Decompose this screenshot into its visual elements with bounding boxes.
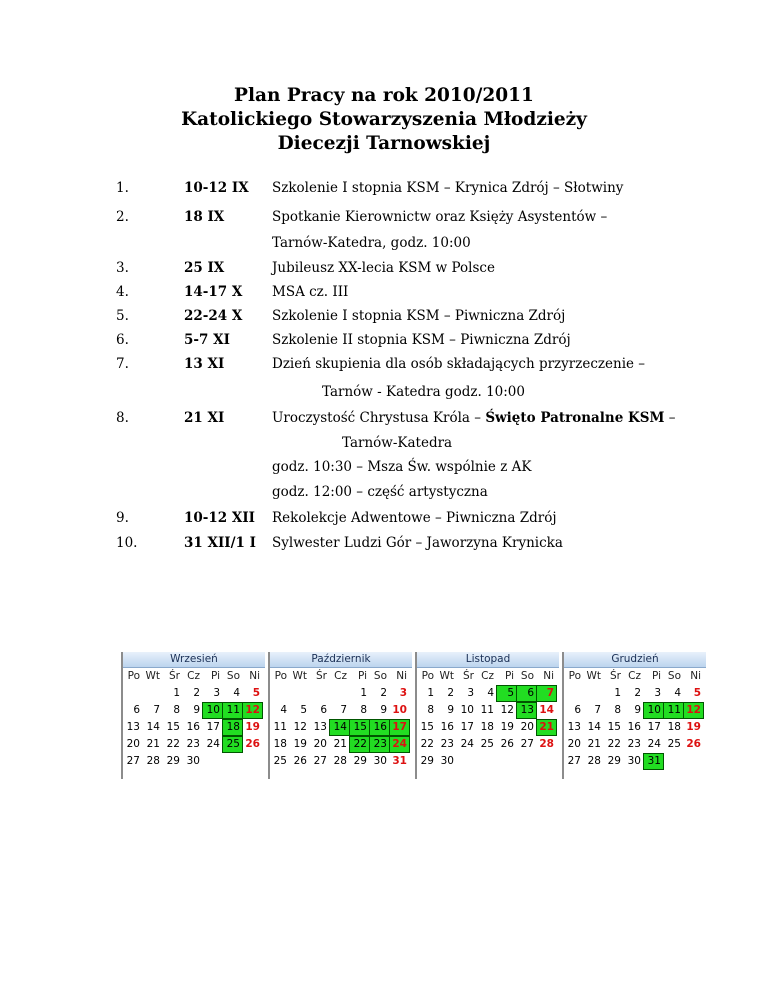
item-number: 2. — [116, 209, 129, 225]
calendar-day[interactable]: 28 — [333, 755, 347, 767]
calendar-empty-cell — [243, 754, 262, 769]
weekday-label: So — [667, 670, 681, 682]
calendar-day[interactable]: 11 — [223, 703, 242, 718]
calendar-day[interactable]: 28 — [146, 755, 160, 767]
calendar-day[interactable]: 10 — [644, 703, 663, 718]
calendar-week — [564, 703, 706, 720]
calendar-day[interactable]: 4 — [674, 687, 681, 699]
calendar-day[interactable]: 18 — [667, 721, 681, 733]
item-number: 10. — [116, 535, 138, 551]
calendar-december — [562, 652, 706, 779]
weekday-label: Po — [127, 670, 140, 682]
calendar-day[interactable]: 13 — [313, 721, 327, 733]
schedule-item-2 — [0, 209, 768, 229]
weekday-label: Pi — [651, 670, 661, 682]
schedule-item-4 — [0, 284, 768, 304]
schedule-item-8 — [0, 410, 768, 430]
calendar-day[interactable]: 27 — [520, 738, 534, 750]
weekday-label: Śr — [316, 670, 327, 682]
calendar-september — [121, 652, 265, 779]
calendar-day[interactable]: 12 — [243, 703, 262, 718]
calendar-day[interactable]: 6 — [574, 704, 581, 716]
calendar-day[interactable]: 16 — [370, 720, 389, 735]
calendar-grid — [123, 669, 265, 771]
calendar-day[interactable]: 5 — [252, 687, 260, 699]
calendar-day[interactable]: 16 — [627, 721, 641, 733]
calendar-day[interactable]: 6 — [133, 704, 140, 716]
calendar-day[interactable]: 28 — [539, 738, 554, 750]
calendar-week — [270, 720, 412, 737]
weekday-label: So — [520, 670, 534, 682]
calendar-week — [123, 754, 265, 771]
calendar-day[interactable]: 10 — [392, 704, 407, 716]
weekday-header — [123, 669, 265, 686]
weekday-header — [417, 669, 559, 686]
weekday-label: Wt — [145, 670, 160, 682]
calendar-day[interactable]: 12 — [500, 704, 514, 716]
calendar-week — [417, 703, 559, 720]
calendar-day[interactable]: 30 — [373, 755, 387, 767]
calendar-empty-cell — [564, 686, 583, 701]
calendar-day[interactable]: 27 — [126, 755, 140, 767]
calendar-month-title: Wrzesień — [123, 652, 265, 668]
calendar-week — [270, 686, 412, 703]
calendar-month-title: Listopad — [417, 652, 559, 668]
calendar-day[interactable]: 19 — [293, 738, 307, 750]
calendar-day[interactable]: 30 — [440, 755, 454, 767]
weekday-label: Ni — [396, 670, 407, 682]
calendar-empty-cell — [143, 686, 162, 701]
calendar-week — [564, 754, 706, 771]
item-date: 25 IX — [184, 260, 225, 276]
schedule-item-10 — [0, 535, 768, 555]
calendar-day[interactable]: 19 — [245, 721, 260, 733]
schedule-item-7 — [0, 356, 768, 376]
title-line-3: Diecezji Tarnowskiej — [277, 133, 491, 154]
calendar-day[interactable]: 28 — [587, 755, 601, 767]
calendar-week — [417, 737, 559, 754]
item-number: 3. — [116, 260, 129, 276]
calendar-day[interactable]: 2 — [447, 687, 454, 699]
calendar-day[interactable]: 17 — [390, 720, 409, 735]
weekday-label: So — [226, 670, 240, 682]
calendar-day[interactable]: 30 — [186, 755, 200, 767]
calendar-day[interactable]: 26 — [500, 738, 514, 750]
calendar-empty-cell — [497, 754, 516, 769]
calendar-day[interactable]: 1 — [360, 687, 367, 699]
calendar-day[interactable]: 25 — [223, 737, 242, 752]
item-number: 4. — [116, 284, 129, 300]
schedule-item-9 — [0, 510, 768, 530]
calendar-empty-cell — [270, 686, 289, 701]
calendar-day[interactable]: 26 — [293, 755, 307, 767]
item-continuation: Tarnów - Katedra godz. 10:00 — [322, 384, 525, 400]
title-line-1: Plan Pracy na rok 2010/2011 — [234, 85, 534, 106]
item-number: 5. — [116, 308, 129, 324]
weekday-label: Ni — [543, 670, 554, 682]
weekday-label: Cz — [628, 670, 641, 682]
calendar-week — [564, 737, 706, 754]
calendar-strip — [121, 652, 705, 779]
calendar-day[interactable]: 18 — [223, 720, 242, 735]
weekday-label: Pi — [504, 670, 514, 682]
calendar-day[interactable]: 2 — [634, 687, 641, 699]
weekday-label: Pi — [357, 670, 367, 682]
calendar-day[interactable]: 14 — [587, 721, 601, 733]
calendar-week — [417, 686, 559, 703]
item-description: Szkolenie I stopnia KSM – Piwniczna Zdrój — [272, 308, 566, 324]
calendar-november — [415, 652, 559, 779]
item-date: 18 IX — [184, 209, 225, 225]
calendar-day[interactable]: 29 — [420, 755, 434, 767]
item-continuation: godz. 12:00 – część artystyczna — [272, 484, 488, 500]
calendar-day[interactable]: 3 — [467, 687, 474, 699]
item-continuation: Tarnów-Katedra, godz. 10:00 — [272, 235, 471, 251]
item-date: 5-7 XI — [184, 332, 230, 348]
weekday-label: Śr — [463, 670, 474, 682]
calendar-day[interactable]: 13 — [567, 721, 581, 733]
calendar-day[interactable]: 22 — [166, 738, 180, 750]
calendar-day[interactable]: 18 — [480, 721, 494, 733]
calendar-day[interactable]: 3 — [399, 687, 407, 699]
calendar-day[interactable]: 3 — [213, 687, 220, 699]
calendar-empty-cell — [223, 754, 242, 769]
calendar-day[interactable]: 31 — [644, 754, 663, 769]
calendar-week — [123, 686, 265, 703]
calendar-day[interactable]: 9 — [447, 704, 454, 716]
calendar-day[interactable]: 16 — [440, 721, 454, 733]
calendar-day[interactable]: 27 — [567, 755, 581, 767]
weekday-header — [270, 669, 412, 686]
calendar-day[interactable]: 17 — [647, 721, 661, 733]
item-date: 10-12 XII — [184, 510, 255, 526]
item-number: 8. — [116, 410, 129, 426]
schedule-item-1 — [0, 180, 768, 200]
calendar-empty-cell — [290, 686, 309, 701]
calendar-day[interactable]: 5 — [497, 686, 516, 701]
calendar-day[interactable]: 4 — [233, 687, 240, 699]
calendar-day[interactable]: 30 — [627, 755, 641, 767]
calendar-day[interactable]: 5 — [300, 704, 307, 716]
calendar-week — [270, 703, 412, 720]
desc-bold: Święto Patronalne KSM — [485, 410, 665, 426]
calendar-day[interactable]: 12 — [684, 703, 703, 718]
calendar-day[interactable]: 7 — [537, 686, 556, 701]
item-date: 14-17 X — [184, 284, 243, 300]
calendar-day[interactable]: 21 — [146, 738, 160, 750]
item-description: Jubileusz XX-lecia KSM w Polsce — [272, 260, 495, 276]
calendar-day[interactable]: 15 — [166, 721, 180, 733]
weekday-label: Cz — [481, 670, 494, 682]
weekday-label: So — [373, 670, 387, 682]
calendar-day[interactable]: 19 — [686, 721, 701, 733]
calendar-empty-cell — [330, 686, 349, 701]
calendar-day[interactable]: 25 — [480, 738, 494, 750]
calendar-day[interactable]: 1 — [173, 687, 180, 699]
item-description: Rekolekcje Adwentowe – Piwniczna Zdrój — [272, 510, 557, 526]
calendar-day[interactable]: 29 — [353, 755, 367, 767]
calendar-day[interactable]: 8 — [427, 704, 434, 716]
item-description: Szkolenie I stopnia KSM – Krynica Zdrój – Słotwiny — [272, 180, 624, 196]
item-date: 13 XI — [184, 356, 225, 372]
calendar-day[interactable]: 21 — [537, 720, 556, 735]
calendar-day[interactable]: 26 — [245, 738, 260, 750]
weekday-label: Ni — [249, 670, 260, 682]
item-description: Szkolenie II stopnia KSM – Piwniczna Zdrój — [272, 332, 571, 348]
item-number: 7. — [116, 356, 129, 372]
calendar-day[interactable]: 15 — [350, 720, 369, 735]
weekday-label: Pi — [210, 670, 220, 682]
desc-post: – — [664, 410, 676, 426]
calendar-day[interactable]: 7 — [153, 704, 160, 716]
calendar-day[interactable]: 12 — [293, 721, 307, 733]
calendar-week — [123, 703, 265, 720]
calendar-day[interactable]: 22 — [607, 738, 621, 750]
calendar-day[interactable]: 2 — [193, 687, 200, 699]
calendar-empty-cell — [537, 754, 556, 769]
calendar-day[interactable]: 14 — [539, 704, 554, 716]
calendar-day[interactable]: 20 — [126, 738, 140, 750]
calendar-day[interactable]: 23 — [186, 738, 200, 750]
item-number: 1. — [116, 180, 129, 196]
item-date: 21 XI — [184, 410, 225, 426]
calendar-empty-cell — [664, 754, 683, 769]
calendar-week — [417, 754, 559, 771]
calendar-day[interactable]: 18 — [273, 738, 287, 750]
desc-pre: Uroczystość Chrystusa Króla – — [272, 410, 486, 426]
calendar-day[interactable]: 9 — [193, 704, 200, 716]
calendar-day[interactable]: 20 — [313, 738, 327, 750]
title-line-2: Katolickiego Stowarzyszenia Młodzieży — [181, 109, 587, 130]
weekday-label: Śr — [169, 670, 180, 682]
calendar-day[interactable]: 23 — [370, 737, 389, 752]
weekday-label: Śr — [610, 670, 621, 682]
schedule-item-5 — [0, 308, 768, 328]
calendar-day[interactable]: 20 — [567, 738, 581, 750]
calendar-day[interactable]: 17 — [460, 721, 474, 733]
calendar-day[interactable]: 10 — [460, 704, 474, 716]
calendar-week — [123, 737, 265, 754]
item-description: Dzień skupienia dla osób składających przyrzeczenie – — [272, 356, 646, 372]
item-description: MSA cz. III — [272, 284, 349, 300]
calendar-day[interactable]: 11 — [480, 704, 494, 716]
weekday-label: Cz — [334, 670, 347, 682]
calendar-day[interactable]: 15 — [420, 721, 434, 733]
calendar-day[interactable]: 19 — [500, 721, 514, 733]
calendar-day[interactable]: 8 — [173, 704, 180, 716]
calendar-day[interactable]: 23 — [440, 738, 454, 750]
calendar-week — [123, 720, 265, 737]
calendar-day[interactable]: 2 — [380, 687, 387, 699]
calendar-day[interactable]: 8 — [614, 704, 621, 716]
item-description: Sylwester Ludzi Gór – Jaworzyna Krynicka — [272, 535, 563, 551]
calendar-day[interactable]: 31 — [392, 755, 407, 767]
weekday-label: Wt — [439, 670, 454, 682]
weekday-label: Po — [274, 670, 287, 682]
calendar-day[interactable]: 16 — [186, 721, 200, 733]
calendar-day[interactable]: 8 — [360, 704, 367, 716]
calendar-grid — [417, 669, 559, 771]
weekday-label: Wt — [292, 670, 307, 682]
calendar-october — [268, 652, 412, 779]
calendar-day[interactable]: 25 — [667, 738, 681, 750]
calendar-day[interactable]: 1 — [614, 687, 621, 699]
calendar-day[interactable]: 23 — [627, 738, 641, 750]
calendar-day[interactable]: 21 — [587, 738, 601, 750]
calendar-empty-cell — [457, 754, 476, 769]
calendar-day[interactable]: 17 — [206, 721, 220, 733]
calendar-empty-cell — [123, 686, 142, 701]
calendar-day[interactable]: 10 — [203, 703, 222, 718]
calendar-empty-cell — [584, 686, 603, 701]
calendar-day[interactable]: 9 — [380, 704, 387, 716]
calendar-day[interactable]: 29 — [166, 755, 180, 767]
weekday-label: Po — [421, 670, 434, 682]
calendar-month-title: Grudzień — [564, 652, 706, 668]
schedule-item-3 — [0, 260, 768, 280]
calendar-empty-cell — [203, 754, 222, 769]
calendar-day[interactable]: 11 — [273, 721, 287, 733]
calendar-day[interactable]: 7 — [594, 704, 601, 716]
calendar-day[interactable]: 24 — [647, 738, 661, 750]
calendar-day[interactable]: 6 — [517, 686, 536, 701]
item-number: 9. — [116, 510, 129, 526]
calendar-day[interactable]: 24 — [206, 738, 220, 750]
calendar-day[interactable]: 7 — [340, 704, 347, 716]
calendar-week — [564, 686, 706, 703]
calendar-month-title: Październik — [270, 652, 412, 668]
calendar-week — [270, 737, 412, 754]
item-continuation: godz. 10:30 – Msza Św. wspólnie z AK — [272, 459, 532, 475]
calendar-day[interactable]: 3 — [654, 687, 661, 699]
weekday-label: Po — [568, 670, 581, 682]
calendar-day[interactable]: 13 — [126, 721, 140, 733]
calendar-day[interactable]: 24 — [390, 737, 409, 752]
schedule-item-6 — [0, 332, 768, 352]
weekday-label: Ni — [690, 670, 701, 682]
calendar-grid — [270, 669, 412, 771]
item-description — [272, 410, 676, 426]
item-continuation: Tarnów-Katedra — [342, 435, 453, 451]
weekday-header — [564, 669, 706, 686]
calendar-day[interactable]: 4 — [280, 704, 287, 716]
item-description: Spotkanie Kierownictw oraz Księży Asystentów – — [272, 209, 608, 225]
calendar-week — [417, 720, 559, 737]
calendar-day[interactable]: 29 — [607, 755, 621, 767]
calendar-empty-cell — [517, 754, 536, 769]
calendar-empty-cell — [310, 686, 329, 701]
weekday-label: Cz — [187, 670, 200, 682]
item-date: 31 XII/1 I — [184, 535, 256, 551]
weekday-label: Wt — [586, 670, 601, 682]
calendar-day[interactable]: 22 — [420, 738, 434, 750]
calendar-empty-cell — [684, 754, 703, 769]
calendar-day[interactable]: 24 — [460, 738, 474, 750]
calendar-day[interactable]: 27 — [313, 755, 327, 767]
calendar-week — [564, 720, 706, 737]
calendar-week — [270, 754, 412, 771]
calendar-day[interactable]: 20 — [520, 721, 534, 733]
calendar-day[interactable]: 25 — [273, 755, 287, 767]
item-number: 6. — [116, 332, 129, 348]
calendar-day[interactable]: 26 — [686, 738, 701, 750]
calendar-grid — [564, 669, 706, 771]
calendar-day[interactable]: 9 — [634, 704, 641, 716]
calendar-day[interactable]: 13 — [517, 703, 536, 718]
calendar-empty-cell — [477, 754, 496, 769]
calendar-day[interactable]: 21 — [333, 738, 347, 750]
calendar-day[interactable]: 14 — [330, 720, 349, 735]
calendar-day[interactable]: 22 — [350, 737, 369, 752]
document-title — [0, 84, 768, 156]
calendar-day[interactable]: 15 — [607, 721, 621, 733]
item-date: 22-24 X — [184, 308, 243, 324]
calendar-day[interactable]: 11 — [664, 703, 683, 718]
calendar-day[interactable]: 6 — [320, 704, 327, 716]
item-date: 10-12 IX — [184, 180, 249, 196]
calendar-day[interactable]: 1 — [427, 687, 434, 699]
calendar-day[interactable]: 14 — [146, 721, 160, 733]
calendar-day[interactable]: 5 — [693, 687, 701, 699]
calendar-day[interactable]: 4 — [487, 687, 494, 699]
